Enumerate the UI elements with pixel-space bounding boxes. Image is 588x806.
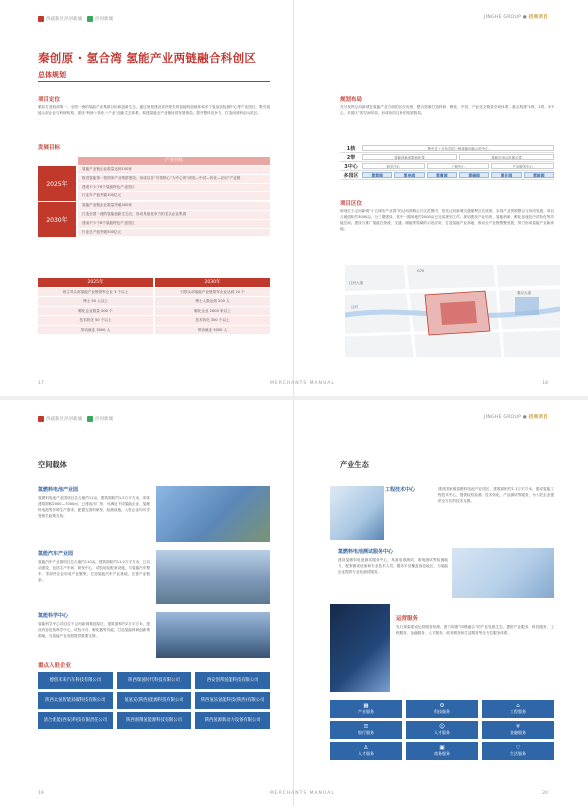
brand-logo-icon bbox=[38, 16, 44, 22]
page-title: 秦创原 · 氢合湾 氢能产业两链融合科创区 bbox=[38, 51, 257, 65]
header-tag: 招商项目 bbox=[528, 15, 548, 20]
service-tile bbox=[482, 700, 554, 718]
map-label: 泾河 bbox=[351, 305, 358, 309]
target-row bbox=[38, 307, 270, 315]
page-gutter bbox=[293, 400, 294, 806]
location-map bbox=[345, 265, 560, 357]
enterprise-card: 陕西太氢智能双碳科技有限公司 bbox=[38, 692, 113, 709]
plan-line: 建成不少于6个氢能特色产业园区 bbox=[78, 184, 270, 192]
people-icon: ☺ bbox=[439, 724, 445, 730]
group-name: JINGHE GROUP bbox=[484, 415, 522, 420]
target-cell: 博士 50 人以上 bbox=[38, 297, 153, 305]
plan-line: 行业年产值突破100亿元 bbox=[78, 192, 270, 200]
brand-logo-icon bbox=[87, 16, 93, 22]
service-tile bbox=[406, 700, 478, 718]
enterprise-card: 陕西氢源新动力设备有限公司 bbox=[195, 712, 270, 729]
brand-name: 西咸新区泾河新城 bbox=[46, 17, 82, 22]
lab-photo bbox=[452, 548, 554, 598]
target-row bbox=[38, 297, 270, 305]
plan-row-2025 bbox=[38, 166, 270, 201]
target-table-head bbox=[38, 278, 270, 287]
layout-label: 3中心 bbox=[344, 163, 358, 170]
engineering-icon: ⌂ bbox=[516, 703, 520, 709]
enterprise-card: 德创未来汽车科技有限公司 bbox=[38, 672, 113, 689]
service-tile bbox=[406, 721, 478, 739]
layout-cell: 氢储园 bbox=[459, 172, 489, 178]
service-label: 金融服务 bbox=[510, 730, 526, 735]
enterprise-card: 氢氢充(陕西)能源科技有限公司 bbox=[117, 692, 192, 709]
page-gutter bbox=[293, 0, 294, 396]
section-heading: 空间载体 bbox=[38, 460, 67, 469]
footer-caption: MERCHANTS MANUAL bbox=[270, 791, 335, 796]
group-name: JINGHE GROUP bbox=[484, 15, 522, 20]
carrier-text: 氢能科学中心项目位于泾河新城秦创原区，建筑面积约2万平方米，建设内容包括科学中心、试验平台、孵化器等功能，打造氢能科研创新策源地，为氢能产业发展提供重要支撑。 bbox=[38, 622, 150, 638]
target-cell: 博士人数达到 200 人 bbox=[155, 297, 270, 305]
brand-name-2: 泾河新城 bbox=[95, 417, 113, 422]
plan-row-2030 bbox=[38, 202, 270, 237]
talent-icon: ♙ bbox=[363, 745, 369, 751]
target-col-head: 2030年 bbox=[155, 278, 270, 287]
life-icon: ♡ bbox=[515, 745, 521, 751]
science-center-photo bbox=[156, 612, 270, 658]
header-brand bbox=[38, 414, 113, 424]
service-label: 银行服务 bbox=[358, 730, 374, 735]
service-label: 人才服务 bbox=[434, 730, 450, 735]
tech-icon: ⚙ bbox=[439, 703, 445, 709]
layout-table bbox=[340, 144, 554, 180]
layout-cell: 科学中心 bbox=[362, 163, 425, 169]
enterprise-card: 陕西氢乐氢能科技(陕西)有限公司 bbox=[195, 692, 270, 709]
section-text: 紧扣打造西部第一、全国一流的氢能产业集群目标和创新生态，通过规划建设省内领先的氢能科创载体和多个氢品质检测中心等产业园区，吸引氢能头部企业与科研机构，建设“科研＋转化＋产业”创新生态体系，构建氢能全产业链协同发展格局，提升整体竞争力，打造西部科创示范区。 bbox=[38, 105, 270, 115]
header-right: JINGHE GROUP ● 招商项目 bbox=[484, 15, 548, 20]
enterprise-card: 西安创邦氢能科技有限公司 bbox=[195, 672, 270, 689]
target-row bbox=[38, 326, 270, 334]
layout-row bbox=[340, 153, 554, 162]
target-cell: 现主导头部氢能产业链领军企业 3 个以上 bbox=[38, 288, 153, 296]
title-divider bbox=[38, 81, 270, 82]
plan-line: 行业总产值突破500亿元 bbox=[78, 229, 270, 237]
layout-row bbox=[340, 171, 554, 180]
page-number: 18 bbox=[542, 381, 548, 386]
service-label: 工程服务 bbox=[510, 709, 526, 714]
target-cell: 引领头部氢能产业链领军企业达到 10 个 bbox=[155, 288, 270, 296]
enterprise-card: 清合优能(西安)科技有限责任公司 bbox=[38, 712, 113, 729]
service-tile bbox=[406, 742, 478, 760]
section-text: 规划位于泾河新城“十五城市产业园”的泾河湾核心片区范围内，依托泾河新城交通便利区位优势，实现产业资源整合与协同发展。项目占地面积约3000亩，分三期建设，其中一期用地约2000亩已完成规划工作。规划建设产业培育、氢能科研、孵化加速及中试转化等功能空间。建设与推广氢能在物流、交通、储能等领域的示范应用，打造氢能产业高地，推动全产业链集聚发展，努力形成氢能产业新高地。 bbox=[340, 209, 554, 231]
service-label: 科技服务 bbox=[434, 709, 450, 714]
layout-cell: 氢氢园 bbox=[362, 172, 392, 178]
factory-photo bbox=[156, 550, 270, 604]
plan-table-head: 产业目标 bbox=[78, 157, 270, 165]
layout-label: 1核 bbox=[346, 145, 356, 152]
map-label: 泾河大道 bbox=[349, 281, 363, 285]
service-label: 人才服务 bbox=[358, 751, 374, 756]
header-tag: 招商项目 bbox=[528, 415, 548, 420]
page-number: 17 bbox=[38, 381, 44, 386]
layout-cell: 氢能园 bbox=[524, 172, 554, 178]
brand-name: 西咸新区泾河新城 bbox=[46, 417, 82, 422]
map-label: G70 bbox=[417, 269, 425, 273]
layout-row bbox=[340, 144, 554, 153]
enterprise-card: 陕西瑞氢时代科技有限公司 bbox=[117, 672, 192, 689]
carrier-text: 氢燃料电池产业园项目总占地约11亩，建筑面积约1.5万平方米，单体建筑面积2000—7000㎡，已建成出厂房，可满足不同氢能企业、氢燃料电池等多种生产需求，配置完善的研发、检测设施，入驻企业均可享受相关政策支持。 bbox=[38, 496, 150, 518]
layout-cell: 氢电园 bbox=[394, 172, 424, 178]
service-tile bbox=[482, 742, 554, 760]
footer-caption: MERCHANTS MANUAL bbox=[270, 381, 335, 386]
brand-logo-icon bbox=[38, 416, 44, 422]
layout-cell: 集中式＋分布式的一核氢能创新示范中心 bbox=[362, 145, 554, 151]
section-title: 发展目标 bbox=[38, 145, 61, 151]
section-title: 项目区位 bbox=[340, 201, 363, 207]
carrier-title: 氢燃料电池产业园 bbox=[38, 487, 79, 493]
brand-logo-icon bbox=[87, 416, 93, 422]
target-table bbox=[38, 278, 270, 334]
target-cell: 孵化企业 2000 家以上 bbox=[155, 307, 270, 315]
spread-bottom bbox=[0, 400, 588, 806]
carrier-title: 氢能科学中心 bbox=[38, 613, 69, 619]
service-tile bbox=[330, 700, 402, 718]
layout-label: 2带 bbox=[346, 154, 356, 161]
target-cell: 孵化企业数量 500 个 bbox=[38, 307, 153, 315]
plan-table bbox=[38, 157, 270, 237]
layout-cell: 氢能创新成果转化带 bbox=[362, 154, 457, 160]
header-brand bbox=[38, 14, 113, 24]
plan-line: 推进氢能第一批国家产业集群建设，形成以各“引领核心”为中心的“研发—中试—转化—应用”产业链 bbox=[78, 175, 270, 183]
section-title: 运营服务 bbox=[396, 616, 419, 622]
campus-photo bbox=[156, 486, 270, 542]
service-tile bbox=[330, 742, 402, 760]
finance-icon: ¥ bbox=[516, 724, 520, 730]
target-cell: 带动就业 5000 人 bbox=[155, 326, 270, 334]
layout-cell: 工程中心 bbox=[427, 163, 490, 169]
carrier-title: 氢能汽车产业园 bbox=[38, 551, 74, 557]
section-title: 重点入驻企业 bbox=[38, 663, 72, 669]
eco-title: 工程技术中心 bbox=[385, 487, 416, 493]
service-photo bbox=[330, 604, 390, 692]
business-icon: ▣ bbox=[439, 745, 445, 751]
enterprise-card: 陕西润翔氢能源科技有限公司 bbox=[117, 712, 192, 729]
layout-row bbox=[340, 162, 554, 171]
industry-icon: ▦ bbox=[363, 703, 369, 709]
plan-line: 氢能产业链企业数量突破300家 bbox=[78, 202, 270, 210]
plan-line: 建成不少于8个氢能特色产业园区 bbox=[78, 220, 270, 228]
map-label: 秦汉大道 bbox=[517, 291, 531, 295]
service-label: 商务服务 bbox=[434, 751, 450, 756]
spread-top bbox=[0, 0, 588, 396]
eco-text: 建设国家级氢燃料电池产业园区，建筑面积约1.1万平方米，建成氢能工程技术中心，提供检验检测、技术转化、产品测试等服务，为入驻企业提供全方位的技术支撑。 bbox=[438, 487, 554, 503]
brand-name-2: 泾河新城 bbox=[95, 17, 113, 22]
section-text: 充分发挥泾河新城在氢能产业方面的区位优势，整合资源打造科研、孵化、中试、产业化全链条空间体系，重点构建“1核、2带、3中心、多园区”的空间布局，形成协同互补的发展格局。 bbox=[340, 105, 554, 115]
eco-title: 氢燃料电池测试服务中心 bbox=[338, 549, 394, 555]
service-grid bbox=[330, 700, 554, 760]
section-title: 规划布局 bbox=[340, 97, 363, 103]
enterprise-grid bbox=[38, 672, 270, 729]
target-col-head: 2025年 bbox=[38, 278, 153, 287]
page-number: 20 bbox=[542, 791, 548, 796]
page-number: 19 bbox=[38, 791, 44, 796]
bank-icon: ☰ bbox=[363, 724, 369, 730]
header-right: JINGHE GROUP ● 招商项目 bbox=[484, 415, 548, 420]
carrier-text: 氢能汽车产业园项目总占地约110亩，建筑面积约11.2万平方米，已启动建设，包括生产车间、研发中心、试验场及配套设施，与氢能汽车整车、零部件企业形成产业聚集，打造氢能汽车产业基地，完善产业链条。 bbox=[38, 560, 150, 582]
map-graphic bbox=[345, 265, 560, 357]
section-title: 项目定位 bbox=[38, 97, 61, 103]
plan-year: 2030年 bbox=[38, 202, 76, 237]
target-cell: 技术转化 50 个以上 bbox=[38, 316, 153, 324]
plan-year: 2025年 bbox=[38, 166, 76, 201]
layout-cell: 氢能应用示范展示带 bbox=[459, 154, 554, 160]
service-tile bbox=[482, 721, 554, 739]
plan-line: 氢能产业链企业数量达到100家 bbox=[78, 166, 270, 174]
target-cell: 技术转化 300 个以上 bbox=[155, 316, 270, 324]
target-row bbox=[38, 288, 270, 296]
layout-cell: 产业服务中心 bbox=[491, 163, 554, 169]
layout-cell: 氢化园 bbox=[491, 172, 521, 178]
target-cell: 带动就业 3000 人 bbox=[38, 326, 153, 334]
section-heading: 产业生态 bbox=[340, 460, 369, 469]
layout-label: 多园区 bbox=[343, 172, 359, 179]
layout-cell: 氢氧园 bbox=[427, 172, 457, 178]
page-subtitle: 总体规划 bbox=[38, 71, 66, 79]
service-label: 生活服务 bbox=[510, 751, 526, 756]
tech-center-photo bbox=[330, 486, 384, 540]
eco-text: 建设氢燃料电池测试服务中心，具备电堆测试、系统测试等检测能力，配套测试设备和专业技术人员，服务半径覆盖西北地区，为氢能企业提供专业化测试服务。 bbox=[338, 558, 448, 574]
service-tile bbox=[330, 721, 402, 739]
plan-line: 打造全国一流的氢能创新生态区，形成具备竞争力的龙头企业集群 bbox=[78, 211, 270, 219]
eco-text: 先行探索建设运营服务机制，着力构建“四链融合”的产业发展生态，提供产业服务、科技服务、工程服务、金融服务、人才服务、政务服务和生活服务等全方位服务体系。 bbox=[396, 625, 554, 635]
service-label: 产业服务 bbox=[358, 709, 374, 714]
target-row bbox=[38, 316, 270, 324]
